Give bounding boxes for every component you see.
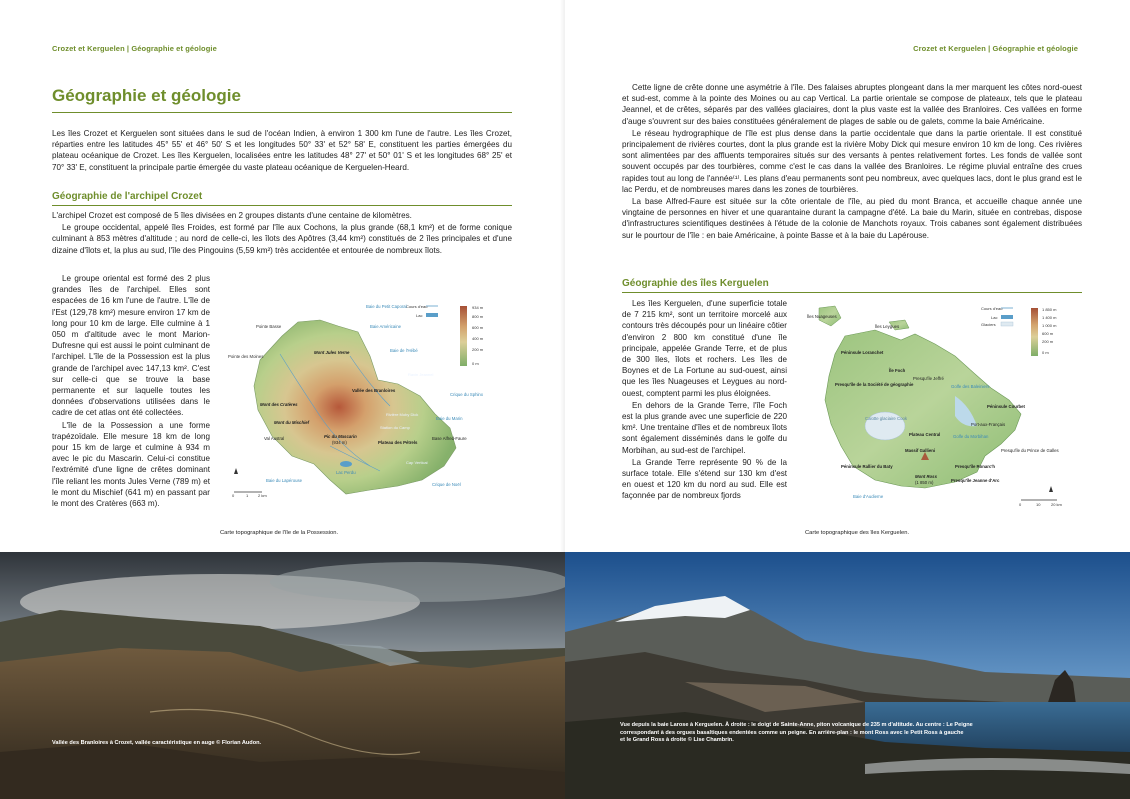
map-label-nuageuses: Îles Nuageuses: [807, 314, 837, 319]
crozet-p1: L'archipel Crozet est composé de 5 îles divisées en 2 groupes distants d'une centaine de kilomètres.: [52, 211, 412, 220]
map-label-rallier: Péninsule Rallier du Baty: [841, 464, 893, 469]
legend-lake-label: Lac: [991, 315, 998, 320]
photo-larose: [565, 552, 1130, 799]
scale-label: 20 km: [1051, 502, 1062, 507]
intro-paragraph: [52, 128, 512, 174]
possession-island-shape: [254, 320, 456, 494]
map-label-jules-verne: Mont Jules Verne: [314, 350, 350, 355]
right-p2: Le réseau hydrographique de l'île est plus dense dans la partie occidentale que dans la partie orientale. Il est constitué principalement de rivières courtes, dont la plus grande est la rivière Moby Dick qui mesure environ 10 km de long. Ces rivières sont alimentées par des affluents temporaires situés sur des versants à pentes relativement fortes. Les fonds de vallée sont souvent occupés par des tourbières, comme c'est le cas dans la vallée des Branloires. Le régime pluvial entraîne des crues rapides tout au long de l'année⁽¹⁾. Les plans d'eau permanents sont peu nombreux, avec quelques lacs, dont le plus grand est le lac Perdu, et de nombreuses mares dans les zones de tourbières.: [622, 128, 1082, 194]
possession-map-caption: Carte topographique de l'île de la Possession.: [220, 530, 339, 536]
map-label-central: Plateau Central: [909, 432, 941, 437]
crozet-col-p1: Le groupe oriental est formé des 2 plus grandes îles de l'archipel. Elles sont espacées de 16 km l'une de l'autre. L'île de l'Est (129,78 km²) mesure environ 17 km de long pour 10 km de large. Elle culmine à 1 050 m d'altitude avec le mont Marion-Dufresne qui est aussi le point culminant de l'archipel. L'île de la Possession est la plus grande de l'archipel avec 147,13 km². C'est sur celle-ci que se trouve la base permanente et sur laquelle toutes les données d'observations utilisées dans le cadre de cet atlas ont été collectées.: [52, 274, 210, 418]
map-label-jeffre: Presqu'île Jeffré: [913, 376, 944, 381]
map-label-hebe: Baie de l'Hébé: [390, 348, 418, 353]
elev-label: 600 m: [472, 325, 484, 330]
photo-caption-left: Vallée des Branloires à Crozet, vallée caractéristique en auge © Florian Audon.: [52, 740, 262, 746]
map-label-morbihan: Golfe du Morbihan: [953, 434, 989, 439]
map-label-crateres: Mont des Cratères: [260, 402, 298, 407]
map-label-americaine: Baie Américaine: [370, 324, 402, 329]
elev-label: 1 400 m: [1042, 315, 1057, 320]
scale-label: 0: [232, 493, 235, 498]
map-label-cap-vertical: Cap Vertical: [406, 460, 428, 465]
map-label-port-aux-francais: Port-aux-Français: [971, 422, 1006, 427]
crozet-col-p2: L'île de la Possession a une forme trapézoïdale. Elle mesure 18 km de long pour 15 km de large et culmine à 934 m avec le pic du Mascarin. Celui-ci constitue l'extrémité d'une ligne de crêtes dominant l'île reliant les monts Jules Verne (789 m) et le mont du Mischief (641 m) en passant par le mont des Cratères (663 m).: [52, 420, 210, 509]
crozet-p2: Le groupe occidental, appelé îles Froides, est formé par l'île aux Cochons, la plus grande (68,1 km²) et de forme conique culminant à 853 mètres d'altitude ; au nord de celle-ci, les îlots des Apôtres (3,44 km²) constitués de 2 îles principales et d'une dizaine d'îlots et, la plus au sud, l'île des Pingouins (5,59 km²) très accidentée et entourée de nombreux îlots.: [52, 223, 512, 255]
map-label-ravin: Ravin Jeannel: [408, 372, 434, 377]
elev-label: 800 m: [472, 314, 484, 319]
north-arrow-icon: [1049, 486, 1053, 492]
photo-caption-right: [620, 722, 1090, 745]
elev-label: 0 m: [472, 361, 479, 366]
left-page: [0, 0, 565, 552]
right-p3: La base Alfred-Faure est située sur la côte orientale de l'île, au pied du mont Branca, et accueille chaque année une vingtaine de personnes en hiver et une quarantaine durant la campagne d'été. La baie du Marin, située en contrebas, dispose d'infrastructures scientifiques destinées à l'étude de la colonie de Manchots royaux. Trois cabanes sont également distribuées sur le pourtour de l'île : en baie Américaine, à pointe Basse et à la baie du Lapérouse.: [622, 197, 1082, 240]
scale-label: 0: [1019, 502, 1022, 507]
map-label-base: Base Alfred-Faure: [432, 436, 467, 441]
map-label-loranchet: Péninsule Loranchet: [841, 350, 884, 355]
map-label-ross: Mont Ross: [915, 474, 937, 479]
possession-map-svg: [220, 296, 510, 524]
map-label-mascarin: Pic du Mascarin: [324, 434, 357, 439]
right-top-paragraphs: [622, 82, 1082, 242]
kerguelen-col-p3: La Grande Terre représente 90 % de la surface totale. Elle s'étend sur 130 km d'est en ouest et 120 km du nord au sud. Elle est façonnée par de nombreux fjords: [622, 457, 787, 501]
map-label-leygues: Îles Leygues: [875, 324, 900, 329]
legend-river-label: Cours d'eau: [981, 306, 1003, 311]
scale-label: 10: [1036, 502, 1041, 507]
section-rule: [622, 292, 1082, 293]
map-label-lac-perdu: Lac Perdu: [336, 470, 356, 475]
elevation-legend-bar: [460, 306, 467, 366]
title-rule: [52, 112, 512, 113]
map-label-courbet: Péninsule Courbet: [987, 404, 1025, 409]
map-label-marin: Baie du Marin: [436, 416, 463, 421]
elevation-legend-bar: [1031, 308, 1038, 356]
branloires-landscape-image: [0, 552, 565, 799]
crozet-paragraphs: [52, 210, 512, 257]
intro-text: Les îles Crozet et Kerguelen sont situées dans le sud de l'océan Indien, à environ 1 300 km l'une de l'autre. Les îles Crozet, réparties entre les latitudes 45° 55' et 46° 50' S et les longitudes 50° 33' et 52° 58' E, constituent les parties émergées du plateau océanique de Crozet. Les îles Kerguelen, localisées entre les latitudes 48° 27' et 50° 01' S et les longitudes 68° 25' et 70° 33' E, constituent la principale partie émergée du vaste plateau océanique de Kerguelen-Heard.: [52, 129, 512, 172]
legend-river-label: Cours d'eau: [406, 304, 428, 309]
photo-caption-right-line-2: correspondant à des orgues basaltiques endentées comme un peigne. En arrière-plan : le mont Ross avec le Petit Ross à gauche: [620, 729, 964, 736]
elev-label: 400 m: [472, 336, 484, 341]
map-label-ronarch: Presqu'île Ronarc'h: [955, 464, 996, 469]
map-label-branloires: Vallée des Branloires: [352, 388, 396, 393]
kerguelen-map-svg: [805, 296, 1075, 524]
map-label-sphinx: Crique du Sphinx: [450, 392, 483, 397]
map-label-val-austral: Val Austral: [264, 436, 285, 441]
elev-label: 0 m: [1042, 350, 1049, 355]
legend-lake-label: Lac: [416, 313, 423, 318]
crozet-column: [52, 273, 210, 510]
kerguelen-map: [805, 296, 1075, 524]
map-label-laperouse: Baie du Lapérouse: [266, 478, 303, 483]
map-label-gallieni: Massif Gallieni: [905, 448, 936, 453]
larose-landscape-image: [565, 552, 1130, 799]
elev-label: 200 m: [472, 347, 484, 352]
scale-label: 1: [246, 493, 249, 498]
kerguelen-map-caption: Carte topographique des îles Kerguelen.: [805, 530, 910, 536]
map-label-noel: Crique de Noël: [432, 482, 461, 487]
scale-label: 2 km: [258, 493, 267, 498]
photo-caption-right-line-1: Vue depuis la baie Larose à Kerguelen. À droite : le doigt de Sainte-Anne, piton volcanique de 235 m d'altitude. Au centre : Le Peigne: [620, 722, 973, 728]
running-head-left: Crozet et Kerguelen | Géographie et géologie: [52, 44, 217, 53]
elev-label: 1 850 m: [1042, 307, 1057, 312]
section-title-crozet: Géographie de l'archipel Crozet: [52, 191, 203, 202]
map-label-camp: Station du Camp: [380, 425, 410, 430]
map-label-petrels: Plateau des Pétrels: [378, 440, 418, 445]
elev-label: 200 m: [1042, 339, 1054, 344]
map-label-mascarin-height: (934 m): [332, 440, 347, 445]
possession-map: [220, 296, 510, 524]
map-label-societe: Presqu'île de la Société de géographie: [835, 382, 914, 387]
photo-branloires: [0, 552, 565, 799]
map-label-audierne: Baie d'Audierne: [853, 494, 884, 499]
kerguelen-column: [622, 298, 787, 503]
elev-label: 934 m: [472, 305, 484, 310]
photo-caption-right-line-3: et le Grand Ross à droite © Lise Chambrin.: [620, 737, 734, 743]
map-label-pointe-basse: Pointe Basse: [256, 324, 282, 329]
map-label-mischief: Mont du Mischief: [274, 420, 310, 425]
kerguelen-col-p2: En dehors de la Grande Terre, l'île Foch est la plus grande avec une superficie de 220 km². Une trentaine d'îles et de nombreux îlots sont également disséminés dans le golfe du Morbihan, au sud-est de l'archipel.: [622, 400, 787, 455]
elev-label: 600 m: [1042, 331, 1054, 336]
map-label-cook: Calotte glaciaire Cook: [865, 416, 908, 421]
map-label-petit-caporal: Baie du Petit Caporal: [366, 304, 407, 309]
map-label-ross-height: (1 850 m): [915, 480, 934, 485]
kerguelen-col-p1: Les îles Kerguelen, d'une superficie totale de 7 215 km², sont un territoire morcelé aux contours très découpés pour un linéaire côtier d'environ 2 800 km constitué d'une île principale, appelée Grande Terre, et de plus de 300 îles, îlots et rochers. Les îles de Boynes et de La Fortune au sud-ouest, ainsi que les îles Nuageuses et Leygues au nord-ouest, comptent parmi les plus éloignées.: [622, 299, 787, 398]
map-label-galles: Presqu'île du Prince de Galles: [1001, 448, 1059, 453]
right-page: [565, 0, 1130, 552]
map-label-riviere: Rivière Moby Dick: [386, 412, 419, 417]
page-title: Géographie et géologie: [52, 86, 241, 105]
map-label-baleiniers: Golfe des Baleiniers: [951, 384, 990, 389]
section-title-kerguelen: Géographie des îles Kerguelen: [622, 278, 769, 289]
map-label-jeanne: Presqu'île Jeanne d'Arc: [951, 478, 1000, 483]
map-label-pointe-moines: Pointe des Moines: [228, 354, 264, 359]
legend-glacier-label: Glaciers: [981, 322, 996, 327]
map-label-foch: Île Foch: [889, 368, 906, 373]
north-arrow-icon: [234, 468, 238, 474]
right-p1: Cette ligne de crête donne une asymétrie à l'île. Des falaises abruptes plongeant dans la mer marquent les côtes nord-ouest et sud-est, comme à la pointe des Moines ou au cap Vertical. La partie orientale se compose de plateaux, tels que le plateau Jeannel, et de crêtes, séparés par des vallées glaciaires, dont la plus vaste est la vallée des Branloires. Ces vallées en forme d'auge s'ouvrent sur des baies constituées généralement de plages de sable ou de galets, comme la baie Américaine.: [622, 83, 1082, 126]
section-rule: [52, 205, 512, 206]
running-head-right: Crozet et Kerguelen | Géographie et géologie: [913, 44, 1078, 53]
elev-label: 1 000 m: [1042, 323, 1057, 328]
